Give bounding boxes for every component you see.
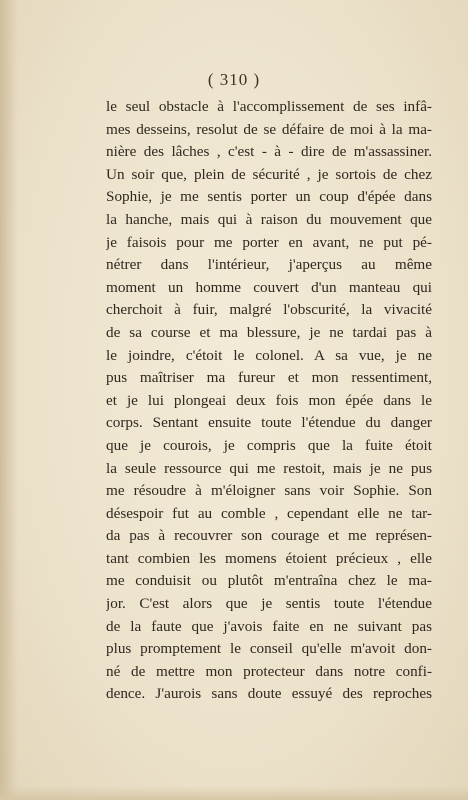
text-line-21: tant combien les momens étoient précieux , elle	[106, 549, 432, 567]
page-number: ( 310 )	[207, 70, 261, 89]
text-line-20: da pas à recouvrer son courage et me représen-	[106, 527, 432, 545]
text-line-9: moment un homme couvert d'un manteau qui	[106, 278, 432, 296]
text-line-8: nétrer dans l'intérieur, j'aperçus au même	[106, 256, 432, 274]
page-edge-shadow	[0, 0, 18, 800]
text-line-7: je faisois pour me porter en avant, ne put pé-	[106, 233, 432, 251]
text-line-13: pus maîtriser ma fureur et mon ressentiment,	[106, 369, 432, 387]
text-line-3: nière des lâches , c'est - à - dire de m'assassiner.	[106, 143, 432, 161]
text-line-27: dence. J'aurois sans doute essuyé des reproches	[106, 685, 432, 703]
text-line-18: me résoudre à m'éloigner sans voir Sophie. Son	[106, 482, 432, 500]
text-line-22: me conduisit ou plutôt m'entraîna chez le ma-	[106, 572, 432, 590]
text-line-19: désespoir fut au comble , cependant elle ne tar-	[106, 504, 432, 522]
text-line-25: plus promptement le conseil qu'elle m'avoit don-	[106, 640, 432, 658]
text-line-1: le seul obstacle à l'accomplissement de ses infâ-	[106, 98, 432, 115]
text-line-2: mes desseins, resolut de se défaire de moi à la ma-	[106, 120, 432, 138]
text-line-17: la seule ressource qui me restoit, mais je ne pus	[106, 459, 432, 477]
text-line-4: Un soir que, plein de sécurité , je sortois de chez	[106, 165, 432, 183]
text-line-26: né de mettre mon protecteur dans notre confi-	[106, 662, 432, 680]
text-line-15: corps. Sentant ensuite toute l'étendue du danger	[106, 414, 432, 432]
text-line-24: de la faute que j'avois faite en ne suivant pas	[106, 617, 432, 635]
body-text	[106, 96, 432, 706]
text-line-23: jor. C'est alors que je sentis toute l'étendue	[106, 595, 432, 613]
text-line-11: de sa course et ma blessure, je ne tardai pas à	[106, 323, 432, 341]
page-bottom-shadow	[0, 786, 468, 800]
text-line-14: et je lui plongeai deux fois mon épée dans le	[106, 391, 432, 409]
text-line-12: le joindre, c'étoit le colonel. A sa vue, je ne	[106, 346, 432, 364]
text-line-6: la hanche, mais qui à raison du mouvement que	[106, 210, 432, 228]
text-line-5: Sophie, je me sentis porter un coup d'épée dans	[106, 188, 432, 206]
text-line-10: cherchoit à fuir, malgré l'obscurité, la vivacité	[106, 301, 432, 319]
text-line-16: que je courois, je compris que la fuite étoit	[106, 436, 432, 454]
